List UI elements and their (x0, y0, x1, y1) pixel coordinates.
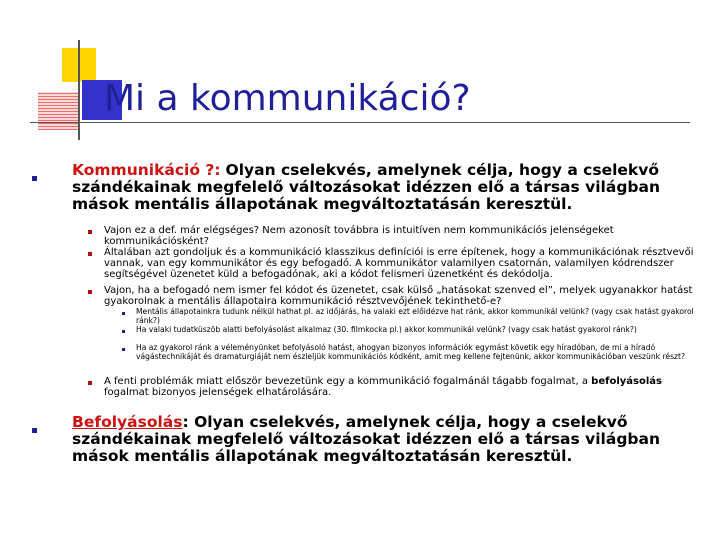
decor-red-square (38, 92, 78, 130)
bullet-square-icon (32, 428, 37, 433)
decor-vertical-line (78, 40, 80, 140)
bullet-square-icon (122, 330, 125, 333)
bullet-square-icon (88, 381, 92, 385)
term-communication: Kommunikáció ?: (72, 161, 221, 179)
definition-influence (72, 414, 682, 465)
point-2: Általában azt gondoljuk és a kommunikáció klasszikus definíciói is erre építenek, hogy a kommunikációnak résztvevői vannak, van egy kommunikátor és egy befogadó. A kommunikátor valamilyen csatornán, valamilyen kódrendszer segítségével üzenetet küld a befogadónak, aki a kódot felismeri üzenetként és dekódolja. (104, 247, 694, 280)
bullet-square-icon (88, 290, 92, 294)
point-1: Vajon ez a def. már elégséges? Nem azonosít továbbra is intuitíven nem kommunikációs jelenségeket kommunikációsként? (104, 225, 614, 247)
point-4-suffix: fogalmat bizonyos jelenségek elhatárolására. (104, 387, 332, 398)
point-4 (104, 376, 694, 398)
subpoint-1: Mentális állapotainkra tudunk nélkül hathat pl. az időjárás, ha valaki ezt előidézve hat ránk, akkor kommunikál velünk? (vagy csak hatást gyakorol ránk?) (136, 307, 694, 325)
definition-communication-text: Olyan cselekvés, amelynek célja, hogy a cselekvő szándékainak megfelelő változásokat idézzen elő a társas világban mások mentális állapotának megváltoztatásán keresztül. (72, 161, 661, 213)
point-4-prefix: A fenti problémák miatt először bevezetünk egy a kommunikáció fogalmánál tágabb fogalmat, a (104, 376, 588, 387)
bullet-square-icon (122, 312, 125, 315)
bullet-square-icon (32, 176, 37, 181)
bullet-square-icon (122, 348, 125, 351)
point-4-term: befolyásolás (591, 376, 662, 387)
term-influence: Befolyásolás (72, 413, 183, 431)
slide-title: Mi a kommunikáció? (104, 78, 471, 119)
bullet-square-icon (88, 252, 92, 256)
definition-influence-text: : Olyan cselekvés, amelynek célja, hogy a cselekvő szándékainak megfelelő változásokat idézzen elő a társas világban mások mentális állapotának megváltoztatásán keresztül. (72, 413, 661, 465)
decor-horizontal-line (30, 122, 690, 123)
definition-communication (72, 162, 682, 213)
subpoint-2: Ha valaki tudatküszöb alatti befolyásolást alkalmaz (30. filmkocka pl.) akkor kommunikál velünk? (vagy csak hatást gyakorol ránk?) (136, 325, 637, 334)
subpoint-3: Ha az gyakorol ránk a véleményünket befolyásoló hatást, ahogyan bizonyos információk egymást követik egy híradóban, de mi a híradó vágástechnikáját és dramaturgiáját nem észleljük kommunikációs kódként, amit meg kellene fejtenünk, akkor kommunikációban veszünk részt? (136, 343, 686, 361)
point-3: Vajon, ha a befogadó nem ismer fel kódot és üzenetet, csak külső „hatásokat szenved el”, melyek ugyanakkor hatást gyakorolnak a mentális állapotaira kommunikáció résztvevőjének tekinthető-e? (104, 285, 693, 307)
bullet-square-icon (88, 230, 92, 234)
